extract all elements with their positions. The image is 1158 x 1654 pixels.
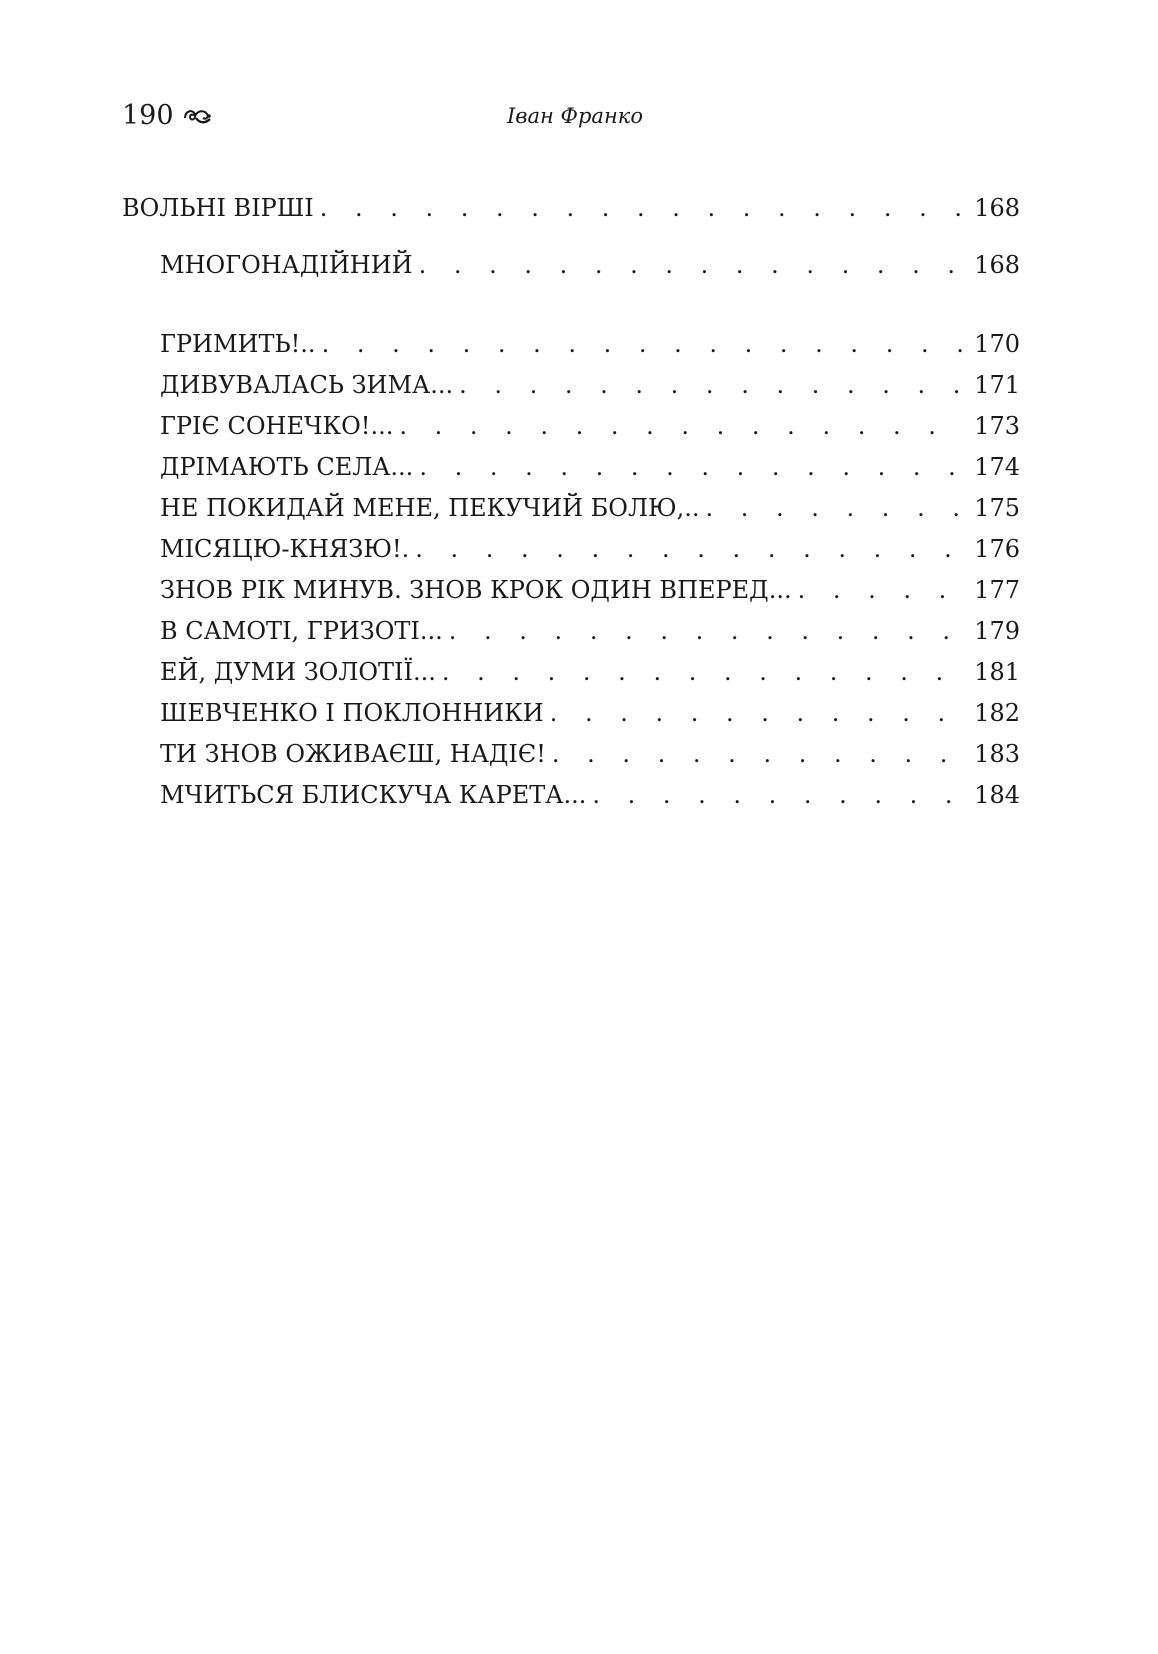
leader-dots bbox=[550, 693, 962, 734]
toc-entry-title: ШЕВЧЕНКО І ПОКЛОННИКИ bbox=[160, 699, 544, 727]
toc-entry-list bbox=[122, 324, 1020, 816]
toc-entry-title: ДИВУВАЛАСЬ ЗИМА... bbox=[160, 371, 454, 399]
toc-entry-title: МЧИТЬСЯ БЛИСКУЧА КАРЕТА... bbox=[160, 781, 587, 809]
leader-dots bbox=[415, 529, 962, 570]
toc-entry-page: 184 bbox=[974, 781, 1020, 809]
toc-entry-row[interactable] bbox=[122, 529, 1020, 570]
toc-entry-title: МНОГОНАДІЙНИЙ bbox=[160, 251, 413, 279]
toc-entry-page: 168 bbox=[974, 251, 1020, 279]
toc-entry-title: ЕЙ, ДУМИ ЗОЛОТІЇ... bbox=[160, 658, 436, 686]
leader-dots bbox=[442, 652, 962, 693]
leader-dots bbox=[419, 245, 962, 286]
page-header bbox=[122, 96, 1012, 136]
running-title: Іван Франко bbox=[507, 104, 643, 128]
toc-entry-page: 177 bbox=[974, 576, 1020, 604]
leader-dots bbox=[419, 447, 962, 488]
floral-ornament-icon bbox=[182, 104, 212, 128]
leader-dots bbox=[399, 406, 962, 447]
toc-entry-page: 168 bbox=[974, 194, 1020, 222]
toc-entry-title: ЗНОВ РІК МИНУВ. ЗНОВ КРОК ОДИН ВПЕРЕД... bbox=[160, 576, 792, 604]
toc-entry-title: ДРІМАЮТЬ СЕЛА... bbox=[160, 453, 414, 481]
toc-entry-row[interactable] bbox=[122, 693, 1020, 734]
toc-entry-page: 181 bbox=[974, 658, 1020, 686]
toc-entry-row[interactable] bbox=[122, 488, 1020, 529]
toc-entry-page: 176 bbox=[974, 535, 1020, 563]
spacer bbox=[122, 229, 1020, 245]
toc-entry-title: В САМОТІ, ГРИЗОТІ... bbox=[160, 617, 443, 645]
toc-entry-title: ГРІЄ СОНЕЧКО!... bbox=[160, 412, 394, 440]
page-number-text: 190 bbox=[122, 100, 174, 131]
toc-entry-title: МІСЯЦЮ-КНЯЗЮ!. bbox=[160, 535, 410, 563]
page-number bbox=[122, 96, 212, 136]
toc-entry-title: ГРИМИТЬ!.. bbox=[160, 330, 316, 358]
toc-entry-page: 183 bbox=[974, 740, 1020, 768]
leader-dots bbox=[706, 488, 962, 529]
toc-entry-page: 173 bbox=[974, 412, 1020, 440]
table-of-contents bbox=[122, 188, 1020, 816]
toc-entry-row[interactable] bbox=[122, 447, 1020, 488]
toc-subsection-row[interactable] bbox=[122, 245, 1020, 286]
leader-dots bbox=[320, 188, 962, 229]
leader-dots bbox=[322, 324, 962, 365]
leader-dots bbox=[592, 775, 962, 816]
toc-entry-page: 171 bbox=[974, 371, 1020, 399]
toc-entry-row[interactable] bbox=[122, 570, 1020, 611]
leader-dots bbox=[449, 611, 962, 652]
toc-entry-row[interactable] bbox=[122, 365, 1020, 406]
toc-entry-row[interactable] bbox=[122, 734, 1020, 775]
spacer bbox=[122, 286, 1020, 324]
leader-dots bbox=[552, 734, 962, 775]
leader-dots bbox=[798, 570, 962, 611]
toc-entry-row[interactable] bbox=[122, 652, 1020, 693]
toc-entry-page: 174 bbox=[974, 453, 1020, 481]
toc-entry-page: 175 bbox=[974, 494, 1020, 522]
toc-entry-page: 182 bbox=[974, 699, 1020, 727]
toc-entry-row[interactable] bbox=[122, 324, 1020, 365]
toc-entry-row[interactable] bbox=[122, 775, 1020, 816]
toc-entry-title: НЕ ПОКИДАЙ МЕНЕ, ПЕКУЧИЙ БОЛЮ,.. bbox=[160, 494, 700, 522]
toc-section-row[interactable] bbox=[122, 188, 1020, 229]
toc-entry-page: 179 bbox=[974, 617, 1020, 645]
toc-entry-title: ТИ ЗНОВ ОЖИВАЄШ, НАДІЄ! bbox=[160, 740, 546, 768]
toc-entry-page: 170 bbox=[974, 330, 1020, 358]
toc-entry-row[interactable] bbox=[122, 406, 1020, 447]
toc-entry-title: ВОЛЬНІ ВІРШІ bbox=[122, 194, 314, 222]
leader-dots bbox=[459, 365, 962, 406]
toc-entry-row[interactable] bbox=[122, 611, 1020, 652]
